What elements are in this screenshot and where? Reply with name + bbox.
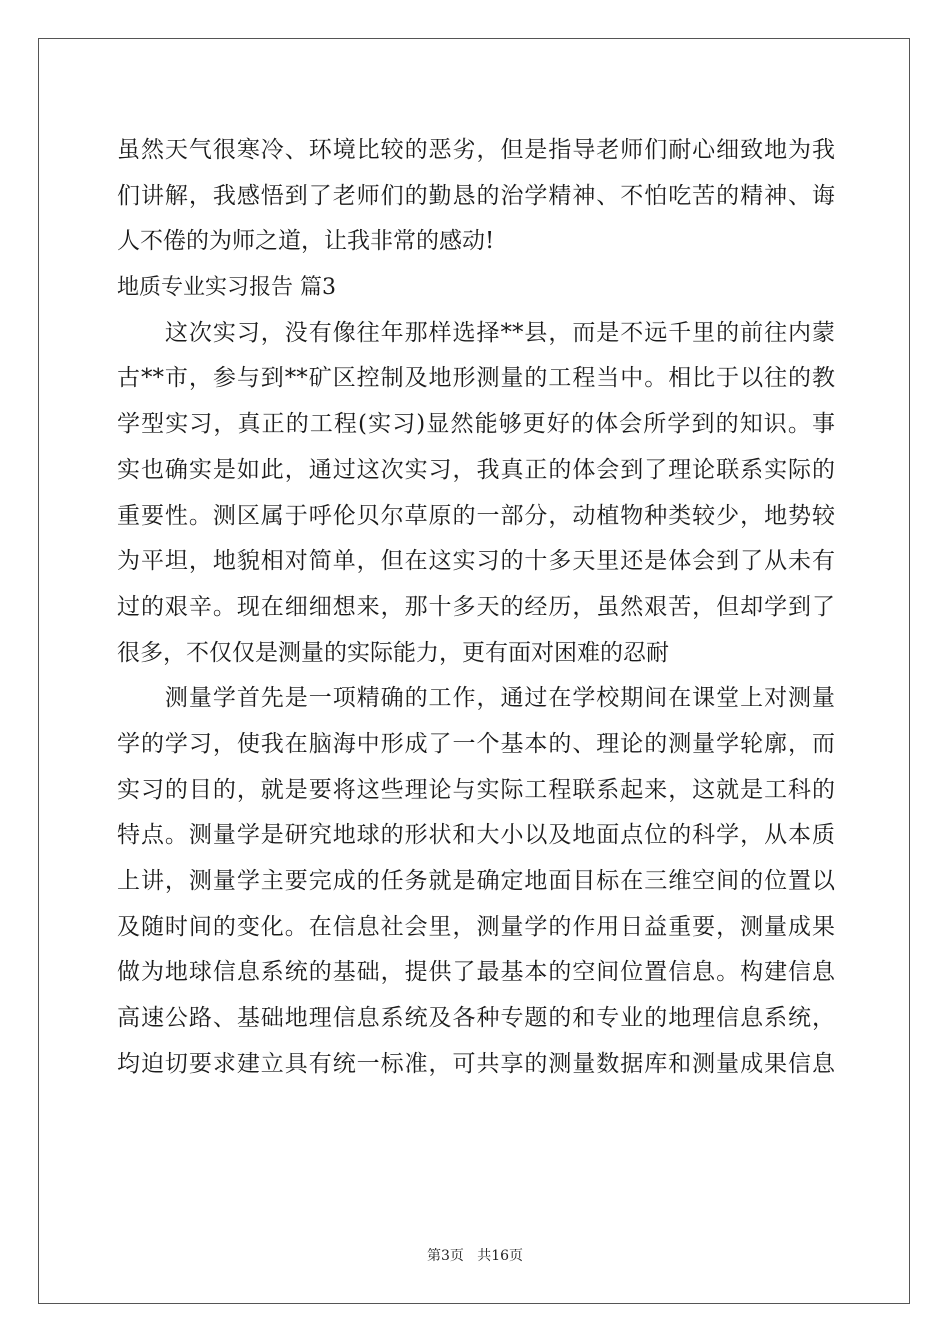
text-line: 学的学习，使我在脑海中形成了一个基本的、理论的测量学轮廓，而	[117, 730, 835, 757]
text-line: 实习的目的，就是要将这些理论与实际工程联系起来，这就是工科的	[117, 776, 835, 803]
text-line: 很多，不仅仅是测量的实际能力，更有面对困难的忍耐	[117, 639, 669, 666]
text-line: 上讲，测量学主要完成的任务就是确定地面目标在三维空间的位置以	[117, 868, 835, 894]
text-line: 过的艰辛。现在细细想来，那十多天的经历，虽然艰苦，但却学到了	[117, 593, 835, 620]
text-line: 学型实习，真正的工程(实习)显然能够更好的体会所学到的知识。事	[117, 411, 835, 438]
text-line: 做为地球信息系统的基础，提供了最基本的空间位置信息。构建信息	[117, 959, 835, 986]
text-line: 们讲解，我感悟到了老师们的勤恳的治学精神、不怕吃苦的精神、诲	[117, 182, 835, 209]
text-line: 这次实习，没有像往年那样选择**县，而是不远千里的前往内蒙	[117, 319, 835, 346]
page-number-footer: 第3页 共16页	[426, 1248, 524, 1264]
text-line: 为平坦，地貌相对简单，但在这实习的十多天里还是体会到了从未有	[117, 548, 835, 575]
text-line: 均迫切要求建立具有统一标准，可共享的测量数据库和测量成果信息	[117, 1050, 835, 1077]
text-line: 高速公路、基础地理信息系统及各种专题的和专业的地理信息系统，	[117, 1005, 835, 1032]
text-line: 测量学首先是一项精确的工作，通过在学校期间在课堂上对测量	[117, 685, 835, 712]
text-line: 特点。测量学是研究地球的形状和大小以及地面点位的科学，从本质	[117, 822, 835, 849]
text-line: 实也确实是如此，通过这次实习，我真正的体会到了理论联系实际的	[117, 456, 835, 483]
text-line: 及随时间的变化。在信息社会里，测量学的作用日益重要，测量成果	[117, 913, 835, 940]
text-line: 人不倦的为师之道，让我非常的感动!	[117, 228, 495, 255]
text-line: 重要性。测区属于呼伦贝尔草原的一部分，动植物种类较少，地势较	[117, 502, 835, 529]
section-heading: 地质专业实习报告 篇3	[117, 275, 336, 301]
text-line: 古**市，参与到**矿区控制及地形测量的工程当中。相比于以往的教	[117, 365, 835, 392]
text-line: 虽然天气很寒冷、环境比较的恶劣，但是指导老师们耐心细致地为我	[117, 137, 835, 163]
document-body	[117, 128, 835, 1087]
